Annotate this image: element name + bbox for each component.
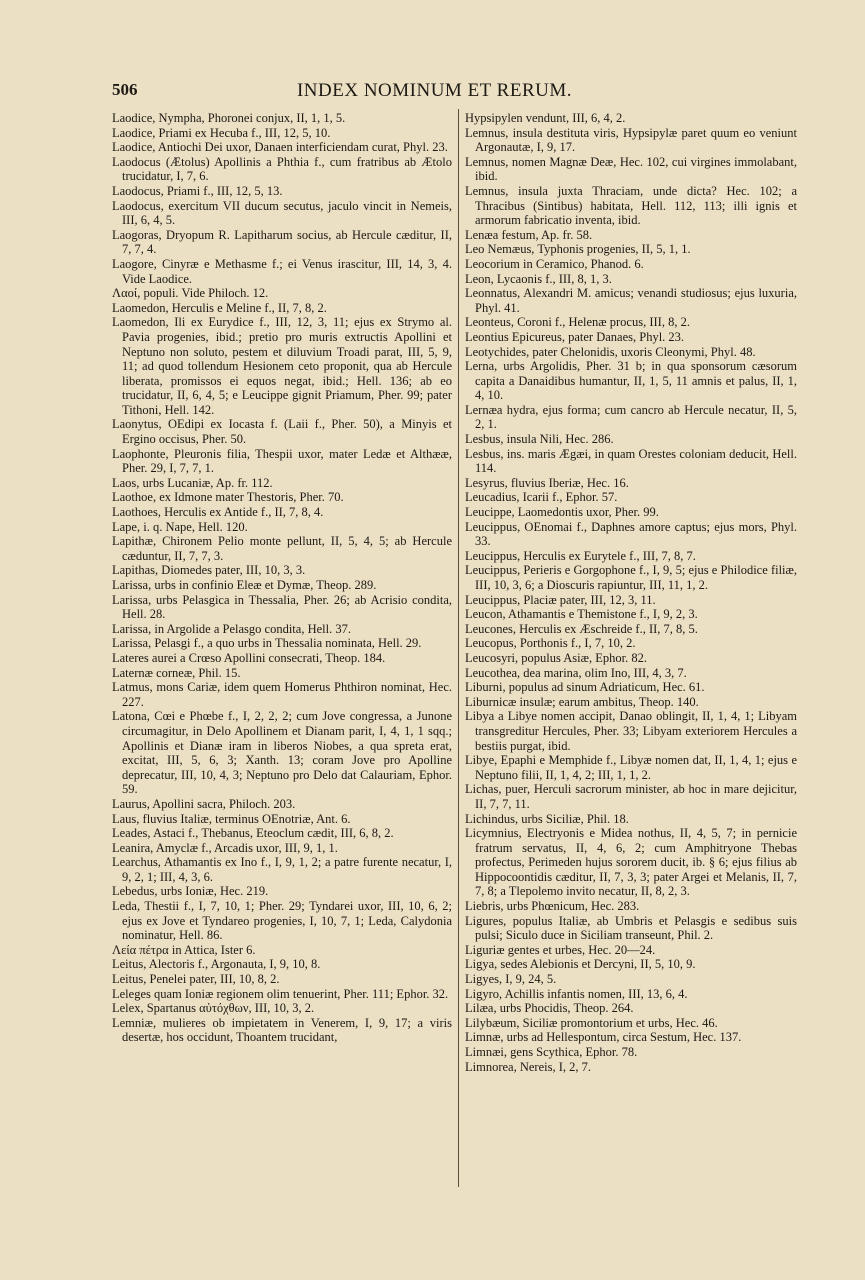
- index-entry: Laomedon, Ili ex Eurydice f., III, 12, 3, 11; ejus ex Strymo al. Pavia progenies, ibid.; pretio pro muris extructis Apollini et Neptuno non soluto, pestem et diluvium Troadi parat, III, 5, 9, 11; ad quod tollendum Hesionem ceto proponit, qua ab Hercule liberata, promissos ei equos negat, ibid.; Hell. 136; ab eo trucidatur, II, 6, 4, 5; e Leucippe gignit Priamum, Pher. 99; pater Tithoni, Hell. 142.: [112, 315, 452, 417]
- index-entry: Lebedus, urbs Ioniæ, Hec. 219.: [112, 884, 269, 899]
- index-entry: Larissa, Pelasgi f., a quo urbs in Thessalia nominata, Hell. 29.: [112, 636, 422, 651]
- index-entry: Lemniæ, mulieres ob impietatem in Venerem, I, 9, 17; a viris desertæ, hos occidunt, Thoantem trucidant,: [112, 1015, 452, 1045]
- page-header: [112, 80, 757, 110]
- index-entry: Leanira, Amyclæ f., Arcadis uxor, III, 9, 1, 1.: [112, 840, 338, 855]
- index-entry: Lapithæ, Chironem Pelio monte pellunt, II, 5, 4, 5; ab Hercule cæduntur, II, 7, 7, 3.: [112, 534, 452, 563]
- index-entry: Liburni, populus ad sinum Adriaticum, Hec. 61.: [465, 680, 705, 695]
- index-entry: Laothoe, ex Idmone mater Thestoris, Pher. 70.: [112, 490, 344, 505]
- index-entry: Limnorea, Nereis, I, 2, 7.: [465, 1059, 592, 1074]
- index-entry: Liguriæ gentes et urbes, Hec. 20—24.: [465, 942, 656, 957]
- index-entry: Leucosyri, populus Asiæ, Ephor. 82.: [465, 650, 647, 665]
- index-entry: Lilæa, urbs Phocidis, Theop. 264.: [465, 1001, 634, 1016]
- index-entry: Ligyes, I, 9, 24, 5.: [465, 972, 557, 987]
- index-entry: Larissa, in Argolide a Pelasgo condita, Hell. 37.: [112, 621, 351, 636]
- index-entry: Lerna, urbs Argolidis, Pher. 31 b; in qua sponsorum cæsorum capita a Danaidibus humantur, II, 1, 5, 11 amnis et palus, II, 1, 4, 10.: [465, 359, 797, 403]
- index-entry: Lesbus, insula Nili, Hec. 286.: [465, 432, 614, 447]
- index-entry: Lape, i. q. Nape, Hell. 120.: [112, 519, 248, 534]
- index-entry: Learchus, Athamantis ex Ino f., I, 9, 1, 2; a patre furente necatur, I, 9, 2, 1; III, 4, 3, 6.: [112, 855, 452, 884]
- index-entry: Leontius Epicureus, pater Danaes, Phyl. 23.: [465, 329, 685, 344]
- index-entry: Leucothea, dea marina, olim Ino, III, 4, 3, 7.: [465, 665, 687, 680]
- index-entry: Ligyro, Achillis infantis nomen, III, 13, 6, 4.: [465, 986, 688, 1001]
- index-entry: Laternæ corneæ, Phil. 15.: [112, 665, 241, 680]
- index-entry: Leucadius, Icarii f., Ephor. 57.: [465, 490, 618, 505]
- index-entry: Laodice, Priami ex Hecuba f., III, 12, 5, 10.: [112, 125, 331, 140]
- index-entry: Lapithas, Diomedes pater, III, 10, 3, 3.: [112, 563, 306, 578]
- index-entry: Laogore, Cinyræ e Methasme f.; ei Venus irascitur, III, 14, 3, 4. Vide Laodice.: [112, 256, 452, 286]
- index-entry: Libye, Epaphi e Memphide f., Libyæ nomen dat, II, 1, 4, 1; ejus e Neptuno filii, II, 1, 4, 2; III, 1, 1, 2.: [465, 753, 797, 782]
- index-entry: Leucon, Athamantis e Themistone f., I, 9, 2, 3.: [465, 607, 698, 622]
- index-entry: Leon, Lycaonis f., III, 8, 1, 3.: [465, 271, 612, 286]
- index-entry: Leitus, Alectoris f., Argonauta, I, 9, 10, 8.: [112, 957, 321, 972]
- index-entry: Laonytus, OEdipi ex Iocasta f. (Laii f., Pher. 50), a Minyis et Ergino occisus, Pher. 50.: [112, 417, 452, 447]
- index-entry: Leonnatus, Alexandri M. amicus; venandi studiosus; ejus luxuria, Phyl. 41.: [465, 286, 797, 315]
- index-entry: Leucippus, OEnomai f., Daphnes amore captus; ejus mors, Phyl. 33.: [465, 519, 797, 549]
- index-entry: Leleges quam Ioniæ regionem olim tenuerint, Pher. 111; Ephor. 32.: [112, 986, 449, 1001]
- index-entry: Laogoras, Dryopum R. Lapitharum socius, ab Hercule cæditur, II, 7, 7, 4.: [112, 227, 452, 257]
- index-entry: Latmus, mons Cariæ, idem quem Homerus Phthiron nominat, Hec. 227.: [112, 680, 452, 709]
- index-entry: Lernæa hydra, ejus forma; cum cancro ab Hercule necatur, II, 5, 2, 1.: [465, 402, 797, 432]
- index-entry: Laodocus, Priami f., III, 12, 5, 13.: [112, 183, 283, 198]
- index-entry: Latona, Cœi e Phœbe f., I, 2, 2, 2; cum Jove congressa, a Junone circumagitur, in Delo Apollinem et Dianam parit, I, 4, 1, 1 sqq.; Apollinis et Dianæ iram in liberos Niobes, a qua spreta erat, excitat, III, 5, 6, 3; Xanth. 13; coram Jove pro Apolline deprecatur, III, 10, 4, 3; Neptuno pro Delo dat Calauriam, Ephor. 59.: [112, 709, 452, 797]
- index-entry: Leades, Astaci f., Thebanus, Eteoclum cædit, III, 6, 8, 2.: [112, 826, 394, 841]
- index-entry: Leucippe, Laomedontis uxor, Pher. 99.: [465, 505, 659, 520]
- column-divider: [458, 109, 459, 1187]
- index-entry: Liebris, urbs Phœnicum, Hec. 283.: [465, 899, 640, 914]
- index-entry: Ligures, populus Italiæ, ab Umbris et Pelasgis e sedibus suis pulsi; Siculo duce in Siciliam transeunt, Phil. 2.: [465, 913, 797, 943]
- index-entry: Leucones, Herculis ex Æschreide f., II, 7, 8, 5.: [465, 621, 698, 636]
- index-column-right: [465, 111, 797, 1191]
- index-entry: Laodice, Nympha, Phoronei conjux, II, 1, 1, 5.: [112, 111, 346, 125]
- index-entry: Laurus, Apollini sacra, Philoch. 203.: [112, 796, 296, 811]
- index-entry: Leotychides, pater Chelonidis, uxoris Cleonymi, Phyl. 48.: [465, 344, 756, 359]
- index-entry: Laodocus (Ætolus) Apollinis a Phthia f., cum fratribus ab Ætolo trucidatur, I, 7, 6.: [112, 154, 452, 184]
- index-entry: Leda, Thestii f., I, 7, 10, 1; Pher. 29; Tyndarei uxor, III, 10, 6, 2; ejus ex Jove et Tyndareo progenies, I, 10, 7, 1; Leda, Calydonia nominatur, Hell. 86.: [112, 899, 452, 943]
- index-entry: Licymnius, Electryonis e Midea nothus, II, 4, 5, 7; in pernicie fratrum servatus, II, 4, 6, 2; cum Amphitryone Thebas profectus, Perimeden hujus sororem ducit, ib. § 6; ejus filius ab Hippocoontidis cæditur, II, 7, 3, 3; pater Argei et Melanis, II, 7, 7, 8; a Tlepolemo invito necatur, II, 8, 2, 3.: [465, 826, 797, 899]
- index-entry: Limnæi, gens Scythica, Ephor. 78.: [465, 1045, 638, 1059]
- index-entry: Leucopus, Porthonis f., I, 7, 10, 2.: [465, 636, 636, 651]
- index-entry: Lemnus, insula destituta viris, Hypsipylæ paret quum eo veniunt Argonautæ, I, 9, 17.: [465, 125, 797, 155]
- index-column-left: [112, 111, 452, 1191]
- index-entry: Hypsipylen vendunt, III, 6, 4, 2.: [465, 111, 626, 125]
- index-entry: Lemnus, nomen Magnæ Deæ, Hec. 102, cui virgines immolabant, ibid.: [465, 154, 797, 184]
- index-entry: Lichas, puer, Herculi sacrorum minister, ab hoc in mare dejicitur, II, 7, 7, 11.: [465, 782, 797, 811]
- index-entry: Liburnicæ insulæ; earum ambitus, Theop. 140.: [465, 694, 699, 709]
- index-entry: Ligya, sedes Alebionis et Dercyni, II, 5, 10, 9.: [465, 957, 696, 972]
- index-entry: Leonteus, Coroni f., Helenæ procus, III, 8, 2.: [465, 315, 690, 330]
- running-title: INDEX NOMINUM ET RERUM.: [296, 80, 573, 101]
- page-number: 506: [112, 80, 138, 99]
- index-entry: Lateres aurei a Crœso Apollini consecrati, Theop. 184.: [112, 650, 386, 665]
- index-entry: Laothoes, Herculis ex Antide f., II, 7, 8, 4.: [112, 505, 324, 520]
- index-entry: Libya a Libye nomen accipit, Danao oblingit, II, 1, 4, 1; Libyam transgreditur Hercules, Pher. 33; Libyam exteriorem Hercules a bestiis purgat, ibid.: [465, 709, 797, 753]
- index-entry: Limnæ, urbs ad Hellespontum, circa Sestum, Hec. 137.: [465, 1030, 742, 1045]
- index-entry: Leucippus, Placiæ pater, III, 12, 3, 11.: [465, 592, 656, 607]
- index-entry: Laus, fluvius Italiæ, terminus OEnotriæ, Ant. 6.: [112, 811, 351, 826]
- index-entry: Larissa, urbs Pelasgica in Thessalia, Pher. 26; ab Acrisio condita, Hell. 28.: [112, 592, 452, 622]
- index-entry: Laos, urbs Lucaniæ, Ap. fr. 112.: [112, 475, 273, 490]
- index-entry: Leucippus, Herculis ex Eurytele f., III, 7, 8, 7.: [465, 548, 696, 563]
- index-entry: Λαοί, populi. Vide Philoch. 12.: [112, 286, 269, 301]
- index-entry: Lelex, Spartanus αὐτόχθων, III, 10, 3, 2.: [112, 1001, 315, 1016]
- index-entry: Leucippus, Perieris e Gorgophone f., I, 9, 5; ejus e Philodice filiæ, III, 10, 3, 6; a Dioscuris rapiuntur, III, 11, 1, 2.: [465, 563, 797, 592]
- index-entry: Lesyrus, fluvius Iberiæ, Hec. 16.: [465, 475, 629, 490]
- index-entry: Laophonte, Pleuronis filia, Thespii uxor, mater Ledæ et Althææ, Pher. 29, I, 7, 7, 1.: [112, 446, 452, 476]
- index-entry: Larissa, urbs in confinio Eleæ et Dymæ, Theop. 289.: [112, 578, 377, 592]
- index-entry: Lenæa festum, Ap. fr. 58.: [465, 227, 593, 242]
- index-entry: Laomedon, Herculis e Meline f., II, 7, 8, 2.: [112, 300, 327, 315]
- index-entry: Lilybæum, Siciliæ promontorium et urbs, Hec. 46.: [465, 1015, 718, 1030]
- index-entry: Leitus, Penelei pater, III, 10, 8, 2.: [112, 972, 280, 987]
- index-entry: Leocorium in Ceramico, Phanod. 6.: [465, 256, 644, 271]
- index-entry: Laodocus, exercitum VII ducum secutus, jaculo vincit in Nemeis, III, 6, 4, 5.: [112, 198, 452, 228]
- index-entry: Lichindus, urbs Siciliæ, Phil. 18.: [465, 811, 629, 826]
- index-entry: Leo Nemæus, Typhonis progenies, II, 5, 1, 1.: [465, 242, 691, 257]
- index-entry: Lemnus, insula juxta Thraciam, unde dicta? Hec. 102; a Thracibus (Sintibus) habitata, Hell. 112, 113; illi ignis et armorum fabricatio inventa, ibid.: [465, 183, 797, 228]
- index-entry: Lesbus, ins. maris Ægæi, in quam Orestes coloniam deducit, Hell. 114.: [465, 446, 797, 476]
- index-entry: Λεία πέτρα in Attica, Ister 6.: [112, 942, 256, 957]
- index-entry: Laodice, Antiochi Dei uxor, Danaen interficiendam curat, Phyl. 23.: [112, 140, 448, 155]
